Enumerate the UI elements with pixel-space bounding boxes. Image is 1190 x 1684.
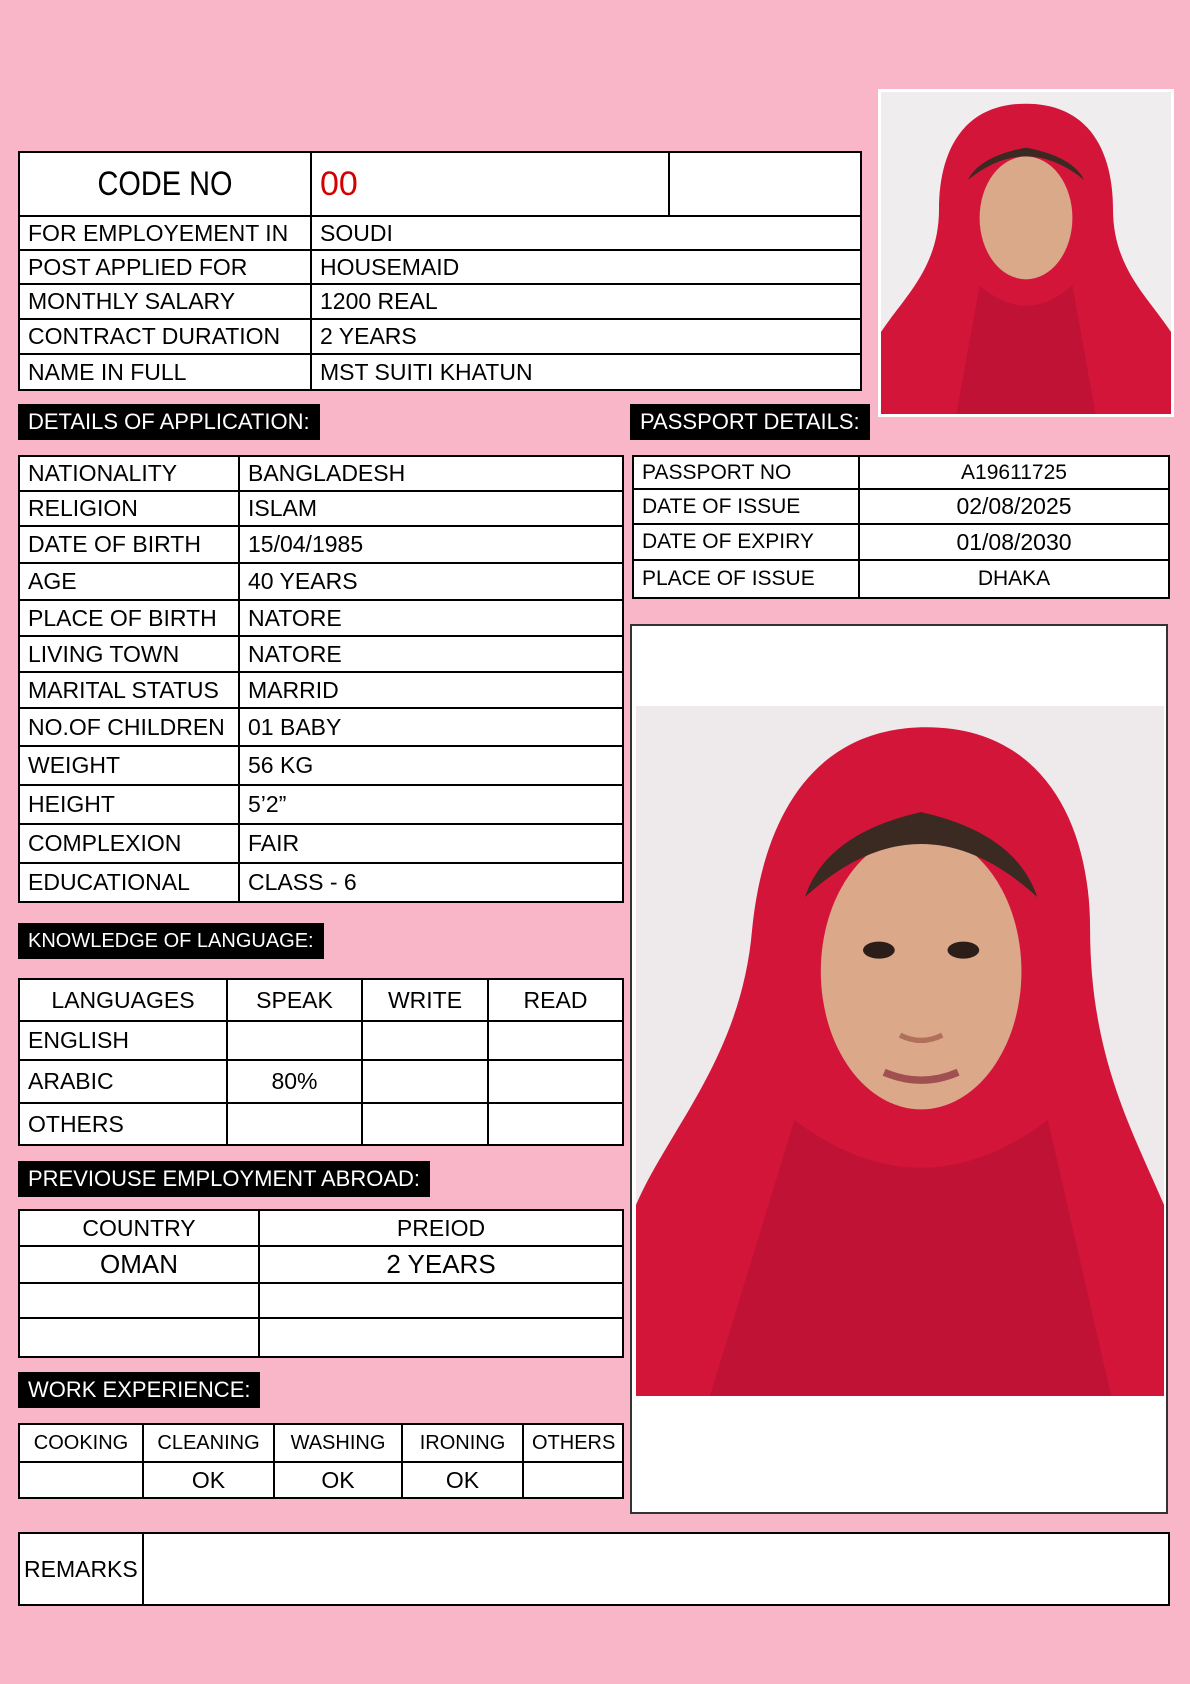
- employment-country: OMAN: [19, 1246, 259, 1283]
- remarks-value: [143, 1533, 1169, 1605]
- living-town-value: NATORE: [239, 636, 623, 672]
- ironing-value: OK: [402, 1462, 523, 1498]
- full-name-value: MST SUITI KHATUN: [311, 354, 861, 390]
- place-of-birth-value: NATORE: [239, 600, 623, 636]
- height-value: 5’2”: [239, 785, 623, 824]
- issue-date-label: DATE OF ISSUE: [633, 489, 859, 524]
- religion-label: RELIGION: [19, 491, 239, 526]
- code-no-extra: [669, 152, 861, 216]
- complexion-label: COMPLEXION: [19, 824, 239, 863]
- code-no-label: CODE NO: [41, 152, 289, 216]
- marital-status-value: MARRID: [239, 672, 623, 708]
- religion-value: ISLAM: [239, 491, 623, 526]
- cleaning-column-header: CLEANING: [143, 1424, 274, 1462]
- date-of-birth-label: DATE OF BIRTH: [19, 526, 239, 563]
- portrait-large-illustration: [636, 706, 1164, 1396]
- expiry-date-label: DATE OF EXPIRY: [633, 524, 859, 560]
- monthly-salary-value: 1200 REAL: [311, 284, 861, 319]
- date-of-birth-value: 15/04/1985: [239, 526, 623, 563]
- previous-employment-table: [18, 1209, 624, 1358]
- employment-country: [19, 1318, 259, 1357]
- weight-value: 56 KG: [239, 746, 623, 785]
- language-speak: [227, 1103, 362, 1145]
- expiry-date-value: 01/08/2030: [859, 524, 1169, 560]
- application-details-table: [18, 455, 624, 903]
- post-applied-value: HOUSEMAID: [311, 250, 861, 284]
- contract-duration-label: CONTRACT DURATION: [19, 319, 311, 354]
- cooking-column-header: COOKING: [19, 1424, 143, 1462]
- language-name: ENGLISH: [19, 1021, 227, 1060]
- applicant-photo-large: [636, 706, 1164, 1396]
- language-read: [488, 1021, 623, 1060]
- weight-label: WEIGHT: [19, 746, 239, 785]
- work-experience-table: [18, 1423, 624, 1499]
- previous-employment-header: PREVIOUSE EMPLOYMENT ABROAD:: [18, 1161, 430, 1197]
- monthly-salary-label: MONTHLY SALARY: [19, 284, 311, 319]
- period-column-header: PREIOD: [259, 1210, 623, 1246]
- washing-column-header: WASHING: [274, 1424, 402, 1462]
- ironing-column-header: IRONING: [402, 1424, 523, 1462]
- country-column-header: COUNTRY: [19, 1210, 259, 1246]
- living-town-label: LIVING TOWN: [19, 636, 239, 672]
- children-label: NO.OF CHILDREN: [19, 708, 239, 746]
- speak-column-header: SPEAK: [227, 979, 362, 1021]
- language-write: [362, 1060, 488, 1103]
- passport-no-label: PASSPORT NO: [633, 456, 859, 489]
- employment-period: [259, 1283, 623, 1318]
- nationality-value: BANGLADESH: [239, 456, 623, 491]
- employment-country-value: SOUDI: [311, 216, 861, 250]
- write-column-header: WRITE: [362, 979, 488, 1021]
- language-read: [488, 1060, 623, 1103]
- marital-status-label: MARITAL STATUS: [19, 672, 239, 708]
- employment-country: [19, 1283, 259, 1318]
- age-label: AGE: [19, 563, 239, 600]
- languages-column-header: LANGUAGES: [19, 979, 227, 1021]
- passport-no-value: A19611725: [859, 456, 1169, 489]
- remarks-table: [18, 1532, 1170, 1606]
- contract-duration-value: 2 YEARS: [311, 319, 861, 354]
- portrait-small-illustration: [881, 92, 1171, 414]
- summary-table: [18, 151, 862, 391]
- language-read: [488, 1103, 623, 1145]
- height-label: HEIGHT: [19, 785, 239, 824]
- application-details-header: DETAILS OF APPLICATION:: [18, 404, 320, 440]
- language-table: [18, 978, 624, 1146]
- passport-details-header: PASSPORT DETAILS:: [630, 404, 870, 440]
- age-value: 40 YEARS: [239, 563, 623, 600]
- language-speak: [227, 1021, 362, 1060]
- work-experience-header: WORK EXPERIENCE:: [18, 1372, 260, 1408]
- employment-period: [259, 1318, 623, 1357]
- remarks-label: REMARKS: [19, 1533, 143, 1605]
- nationality-label: NATIONALITY: [19, 456, 239, 491]
- cleaning-value: OK: [143, 1462, 274, 1498]
- education-value: CLASS - 6: [239, 863, 623, 902]
- place-of-birth-label: PLACE OF BIRTH: [19, 600, 239, 636]
- language-name: OTHERS: [19, 1103, 227, 1145]
- others-value: [523, 1462, 623, 1498]
- full-name-label: NAME IN FULL: [19, 354, 311, 390]
- issue-date-value: 02/08/2025: [859, 489, 1169, 524]
- passport-details-table: [632, 455, 1170, 599]
- education-label: EDUCATIONAL: [19, 863, 239, 902]
- employment-country-label: FOR EMPLOYEMENT IN: [19, 216, 311, 250]
- complexion-value: FAIR: [239, 824, 623, 863]
- language-write: [362, 1021, 488, 1060]
- language-speak: 80%: [227, 1060, 362, 1103]
- code-no-value: 00: [311, 152, 669, 216]
- applicant-photo-frame: [630, 624, 1168, 1514]
- applicant-photo-small: [878, 89, 1174, 417]
- language-write: [362, 1103, 488, 1145]
- others-column-header: OTHERS: [523, 1424, 623, 1462]
- employment-period: 2 YEARS: [259, 1246, 623, 1283]
- cooking-value: [19, 1462, 143, 1498]
- place-of-issue-label: PLACE OF ISSUE: [633, 560, 859, 598]
- language-name: ARABIC: [19, 1060, 227, 1103]
- read-column-header: READ: [488, 979, 623, 1021]
- post-applied-label: POST APPLIED FOR: [19, 250, 311, 284]
- language-header: KNOWLEDGE OF LANGUAGE:: [18, 923, 324, 959]
- children-value: 01 BABY: [239, 708, 623, 746]
- place-of-issue-value: DHAKA: [859, 560, 1169, 598]
- washing-value: OK: [274, 1462, 402, 1498]
